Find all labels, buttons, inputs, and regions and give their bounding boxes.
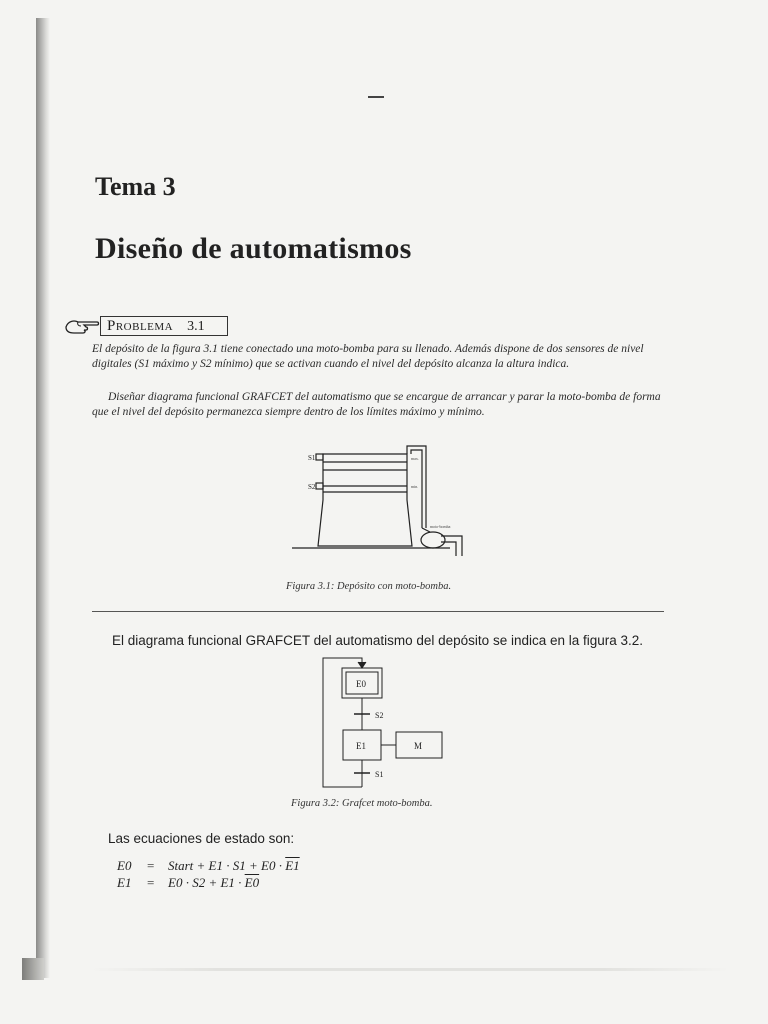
pump-label: moto-bomba [430, 524, 451, 529]
grafcet-step-e1-label: E1 [356, 741, 366, 751]
pump [421, 532, 445, 548]
equation-rhs-terms: Start + E1 · S1 + E0 · [168, 858, 286, 873]
grafcet-transition-s2-label: S2 [375, 711, 384, 720]
problem-label: Problema [107, 318, 174, 334]
sensor-s1-label: S1 [308, 454, 316, 462]
chapter-label: Tema 3 [95, 172, 176, 201]
equation-negated-term: E0 [244, 875, 260, 890]
max-level-label: max. [411, 456, 419, 461]
equation-rhs-terms: E0 · S2 + E1 · [168, 875, 245, 890]
problem-heading [100, 316, 228, 336]
grafcet-step-e0-label: E0 [356, 679, 366, 689]
header-dash [368, 96, 384, 98]
equation-rhs [168, 858, 300, 874]
grafcet-entry-arrow [358, 662, 366, 668]
grafcet-transition-s1-label: S1 [375, 770, 384, 779]
tank-body [318, 454, 412, 546]
figure2-caption: Figura 3.2: Grafcet moto-bomba. [291, 798, 433, 809]
page-binding-corner [22, 958, 44, 980]
equation-rhs [168, 875, 259, 891]
equation-equals: = [147, 875, 155, 890]
equation-equals: = [147, 858, 155, 873]
equation-lhs: E1 [117, 875, 132, 890]
sensor-s1 [316, 454, 323, 460]
min-level-label: min. [411, 484, 419, 489]
sensor-s2 [316, 483, 323, 489]
sensor-s2-label: S2 [308, 483, 316, 491]
problem-statement-paragraph: El depósito de la figura 3.1 tiene conectado una moto-bomba para su llenado. Además dispone de dos sensores de nivel digitales (S1 máximo y S2 mínimo) que se activan cuando el nivel del depósito alcanza la altura indica. [92, 343, 644, 370]
chapter-title: Diseño de automatismos [95, 232, 412, 265]
figure1-caption: Figura 3.1: Depósito con moto-bomba. [286, 581, 452, 592]
section-separator [92, 611, 664, 612]
problem-task-paragraph: Diseñar diagrama funcional GRAFCET del automatismo que se encargue de arrancar y parar la moto-bomba de forma que el nivel del depósito permanezca siempre dentro de los límites máximo y mínimo. [92, 391, 661, 418]
solution-intro-text: El diagrama funcional GRAFCET del automatismo del depósito se indica en la figura 3.2. [112, 633, 644, 648]
tank-figure [290, 438, 480, 568]
problem-number: 3.1 [187, 319, 205, 334]
equations-intro-text: Las ecuaciones de estado son: [108, 831, 295, 846]
equation-negated-term: E1 [285, 858, 300, 873]
grafcet-diagram [318, 656, 448, 791]
page-binding-edge [36, 18, 50, 978]
scan-smudge [90, 968, 730, 971]
pointing-hand-icon [64, 315, 100, 337]
grafcet-action-m-label: M [414, 741, 423, 751]
equation-lhs: E0 [117, 858, 132, 873]
